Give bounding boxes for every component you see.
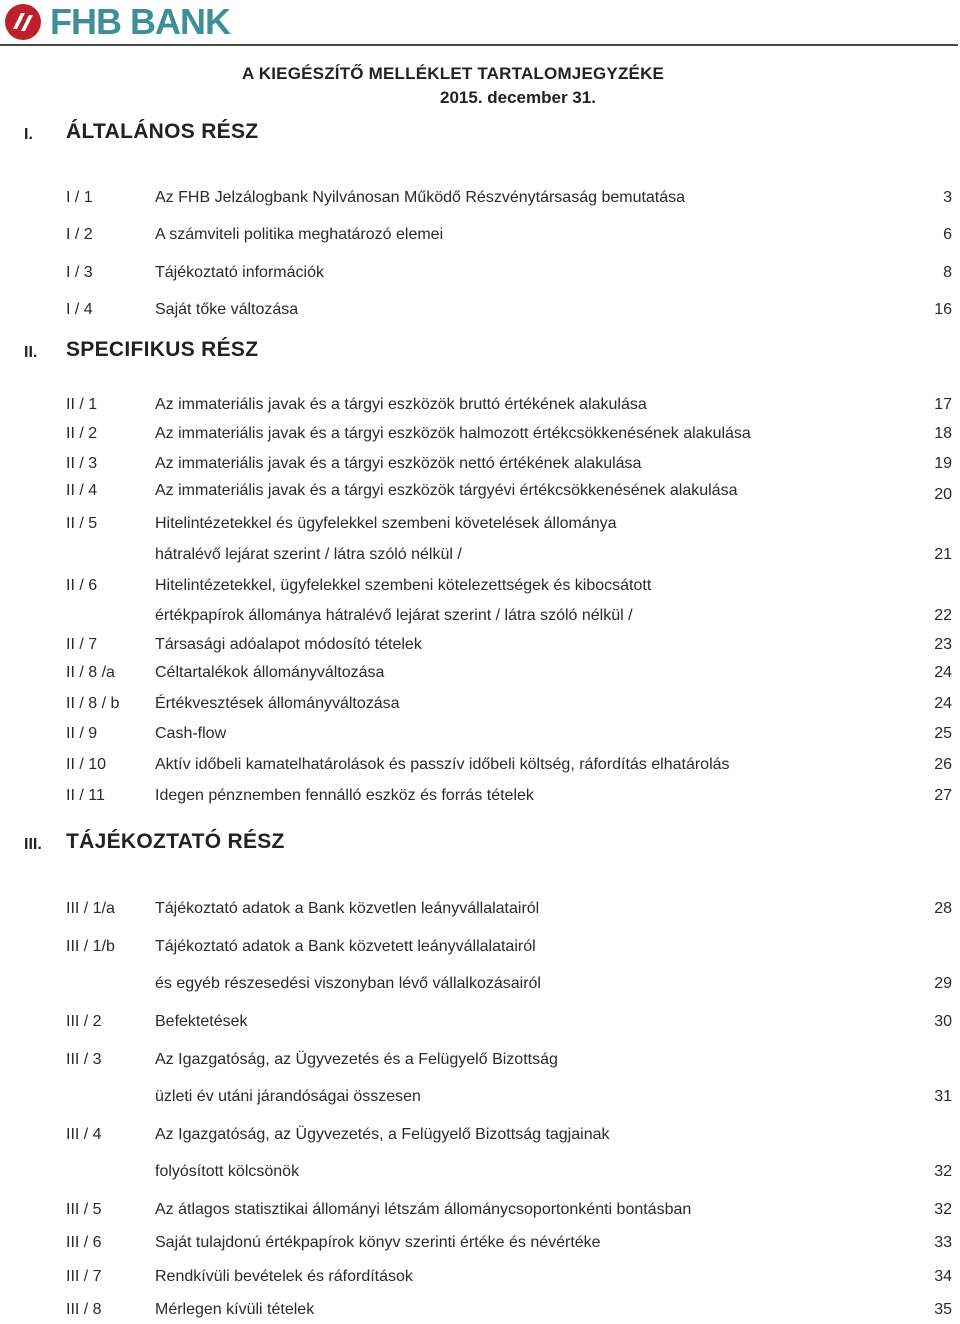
entry-title: Befektetések (155, 1013, 248, 1030)
header-divider (0, 44, 958, 46)
entry-page-number: 27 (934, 787, 952, 804)
toc-entry-continuation[interactable] (0, 606, 960, 630)
entry-page-number: 29 (934, 975, 952, 992)
entry-page-number: 18 (934, 425, 952, 442)
fhb-bank-logo (4, 2, 230, 42)
entry-page-number: 35 (934, 1301, 952, 1318)
entry-code: II / 5 (66, 515, 98, 532)
entry-title: Értékvesztések állományváltozása (155, 695, 400, 712)
entry-page-number: 31 (934, 1088, 952, 1105)
document-date: 2015. december 31. (440, 88, 596, 107)
entry-code: III / 1/a (66, 900, 115, 917)
entry-title-line-2: folyósított kölcsönök (155, 1163, 300, 1180)
toc-entry[interactable] (0, 1050, 960, 1074)
entry-page-number: 26 (934, 756, 952, 773)
entry-title: Társasági adóalapot módosító tételek (155, 636, 422, 653)
entry-title: Hitelintézetekkel, ügyfelekkel szembeni kötelezettségek és kibocsátott (155, 577, 652, 594)
toc-entry[interactable] (0, 395, 960, 419)
entry-title: Rendkívüli bevételek és ráfordítások (155, 1268, 413, 1285)
toc-entry[interactable] (0, 1125, 960, 1149)
entry-page-number: 22 (934, 607, 952, 624)
entry-code: III / 1/b (66, 938, 115, 955)
entry-title: Tájékoztató adatok a Bank közvetett leányvállalatairól (155, 938, 536, 955)
entry-code: III / 4 (66, 1126, 102, 1143)
toc-entry[interactable] (0, 937, 960, 961)
entry-page-number: 24 (934, 695, 952, 712)
toc-entry[interactable] (0, 481, 960, 505)
entry-page-number: 20 (934, 486, 952, 503)
entry-title: Az átlagos statisztikai állományi létszám állománycsoportonkénti bontásban (155, 1201, 692, 1218)
entry-page-number: 28 (934, 900, 952, 917)
entry-page-number: 34 (934, 1268, 952, 1285)
entry-code: II / 6 (66, 577, 98, 594)
section-heading (0, 830, 960, 858)
entry-code: III / 8 (66, 1301, 102, 1318)
entry-title: Hitelintézetekkel és ügyfelekkel szembeni követelések állománya (155, 515, 617, 532)
entry-title: Az immateriális javak és a tárgyi eszközök bruttó értékének alakulása (155, 396, 647, 413)
entry-title: Mérlegen kívüli tételek (155, 1301, 315, 1318)
section-heading (0, 120, 960, 148)
toc-entry[interactable] (0, 1233, 960, 1257)
entry-title: Az immateriális javak és a tárgyi eszközök tárgyévi értékcsökkenésének alakulása (155, 482, 738, 499)
entry-title: Az Igazgatóság, az Ügyvezetés és a Felügyelő Bizottság (155, 1051, 558, 1068)
entry-title: Saját tulajdonú értékpapírok könyv szerinti értéke és névértéke (155, 1234, 601, 1251)
entry-page-number: 21 (934, 546, 952, 563)
section-number: II. (24, 344, 38, 361)
section-number: III. (24, 836, 42, 853)
entry-title: Tájékoztató információk (155, 264, 324, 281)
section-title: ÁLTALÁNOS RÉSZ (66, 120, 259, 143)
entry-code: II / 11 (66, 787, 105, 804)
toc-entry-continuation[interactable] (0, 1087, 960, 1111)
entry-title: Tájékoztató adatok a Bank közvetlen leányvállalatairól (155, 900, 540, 917)
toc-entry[interactable] (0, 188, 960, 212)
entry-code: II / 2 (66, 425, 98, 442)
toc-entry[interactable] (0, 225, 960, 249)
toc-entry[interactable] (0, 635, 960, 659)
entry-code: III / 3 (66, 1051, 102, 1068)
entry-title: Saját tőke változása (155, 301, 299, 318)
toc-entry[interactable] (0, 424, 960, 448)
toc-entry[interactable] (0, 1267, 960, 1291)
toc-entry[interactable] (0, 1300, 960, 1324)
entry-title-line-2: és egyéb részesedési viszonyban lévő vállalkozásairól (155, 975, 541, 992)
entry-code: III / 6 (66, 1234, 102, 1251)
entry-code: III / 7 (66, 1268, 102, 1285)
fhb-logo-mark-icon (4, 3, 42, 41)
section-heading (0, 338, 960, 366)
entry-code: II / 8 / b (66, 695, 120, 712)
toc-entry-continuation[interactable] (0, 545, 960, 569)
entry-page-number: 16 (934, 301, 952, 318)
toc-entry[interactable] (0, 1012, 960, 1036)
entry-page-number: 33 (934, 1234, 952, 1251)
toc-entry[interactable] (0, 514, 960, 538)
entry-page-number: 32 (934, 1201, 952, 1218)
entry-title: Idegen pénznemben fennálló eszköz és forrás tételek (155, 787, 534, 804)
entry-page-number: 3 (943, 189, 952, 206)
entry-code: II / 9 (66, 725, 98, 742)
entry-title-line-2: hátralévő lejárat szerint / látra szóló nélkül / (155, 546, 462, 563)
toc-entry[interactable] (0, 1200, 960, 1224)
entry-title: Aktív időbeli kamatelhatárolások és passzív időbeli költség, ráfordítás elhatárolás (155, 756, 730, 773)
entry-page-number: 32 (934, 1163, 952, 1180)
entry-title: A számviteli politika meghatározó elemei (155, 226, 444, 243)
entry-page-number: 6 (943, 226, 952, 243)
section-title: SPECIFIKUS RÉSZ (66, 338, 259, 361)
entry-page-number: 19 (934, 455, 952, 472)
entry-code: II / 7 (66, 636, 98, 653)
toc-entry[interactable] (0, 786, 960, 810)
entry-code: II / 3 (66, 455, 98, 472)
toc-entry-continuation[interactable] (0, 974, 960, 998)
logo-text: FHB BANK (50, 1, 230, 42)
entry-title: Az FHB Jelzálogbank Nyilvánosan Működő Részvénytársaság bemutatása (155, 189, 686, 206)
entry-title: Céltartalékok állományváltozása (155, 664, 385, 681)
entry-code: I / 4 (66, 301, 93, 318)
toc-entry[interactable] (0, 576, 960, 600)
entry-title-line-2: üzleti év utáni járandóságai összesen (155, 1088, 421, 1105)
entry-title: Az immateriális javak és a tárgyi eszközök halmozott értékcsökkenésének alakulása (155, 425, 751, 442)
entry-page-number: 25 (934, 725, 952, 742)
toc-entry-continuation[interactable] (0, 1162, 960, 1186)
toc-entry[interactable] (0, 694, 960, 718)
entry-code: II / 10 (66, 756, 107, 773)
section-title: TÁJÉKOZTATÓ RÉSZ (66, 830, 285, 853)
entry-title: Cash-flow (155, 725, 227, 742)
toc-entry[interactable] (0, 663, 960, 687)
toc-entry[interactable] (0, 755, 960, 779)
toc-entry[interactable] (0, 300, 960, 324)
entry-title: Az Igazgatóság, az Ügyvezetés, a Felügyelő Bizottság tagjainak (155, 1126, 610, 1143)
entry-page-number: 24 (934, 664, 952, 681)
entry-code: I / 2 (66, 226, 93, 243)
entry-code: III / 2 (66, 1013, 102, 1030)
entry-code: II / 4 (66, 482, 98, 499)
toc-entry[interactable] (0, 454, 960, 478)
entry-code: I / 3 (66, 264, 93, 281)
toc-entry[interactable] (0, 724, 960, 748)
document-title: A KIEGÉSZÍTŐ MELLÉKLET TARTALOMJEGYZÉKE (242, 64, 665, 83)
toc-entry[interactable] (0, 899, 960, 923)
entry-page-number: 23 (934, 636, 952, 653)
entry-code: II / 1 (66, 396, 98, 413)
entry-code: III / 5 (66, 1201, 102, 1218)
entry-page-number: 30 (934, 1013, 952, 1030)
entry-page-number: 8 (943, 264, 952, 281)
entry-title: Az immateriális javak és a tárgyi eszközök nettó értékének alakulása (155, 455, 642, 472)
entry-code: II / 8 /a (66, 664, 115, 681)
entry-page-number: 17 (934, 396, 952, 413)
entry-title-line-2: értékpapírok állománya hátralévő lejárat szerint / látra szóló nélkül / (155, 607, 633, 624)
toc-entry[interactable] (0, 263, 960, 287)
entry-code: I / 1 (66, 189, 93, 206)
section-number: I. (24, 126, 33, 143)
